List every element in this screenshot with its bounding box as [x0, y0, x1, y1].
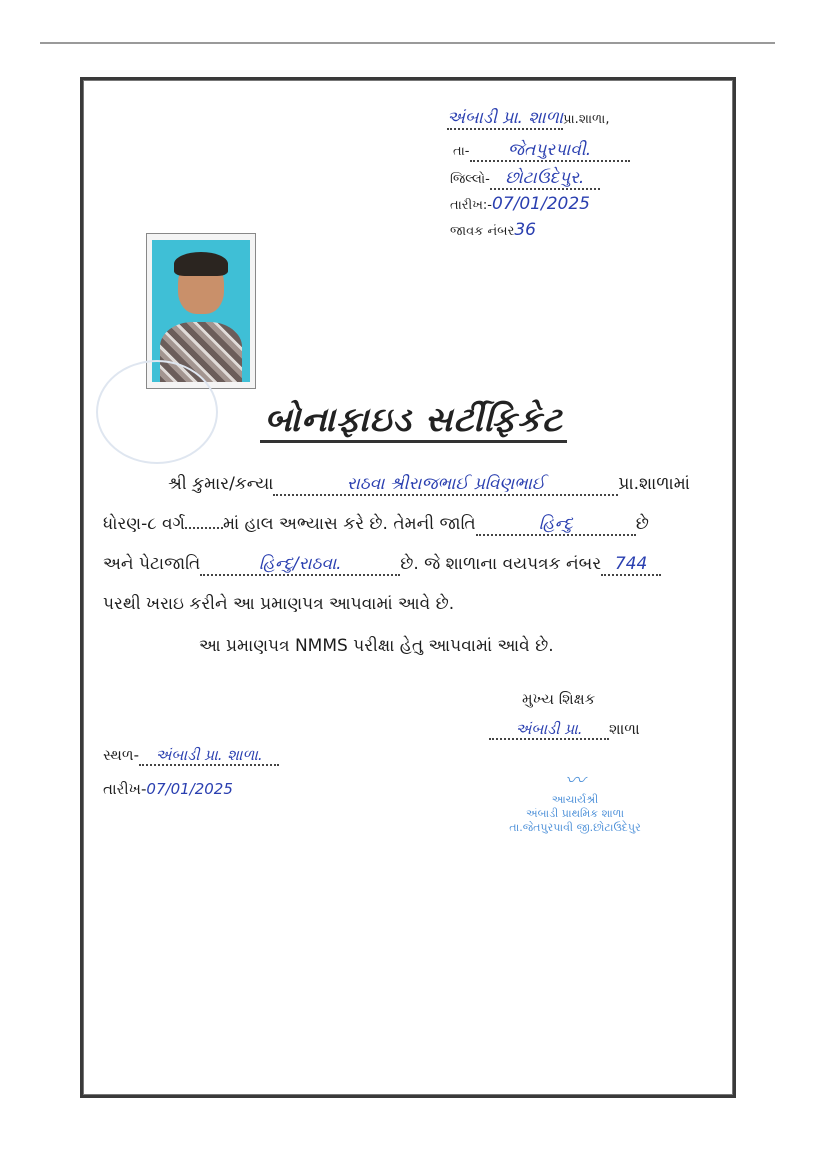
l1-suffix: પ્રા.શાળામાં	[618, 474, 690, 494]
certificate-title: બોનાફાઇડ સર્ટીફિકેટ	[260, 400, 566, 443]
header-taluka-line	[453, 140, 630, 162]
l2-suffix: છે	[635, 514, 649, 534]
header-date-line	[450, 194, 590, 214]
signature-scribble: 〰	[565, 768, 585, 792]
footer-date-line	[103, 780, 233, 798]
caste-value: હિન્દુ	[476, 514, 636, 536]
head-teacher-school: અંબાડી પ્રા.	[489, 720, 609, 740]
class-blank	[185, 527, 223, 529]
header-school-name: અંબાડી પ્રા. શાળા	[447, 108, 564, 128]
register-number: 744	[601, 554, 661, 576]
footer-date-value: 07/01/2025	[146, 780, 233, 798]
certificate-border	[80, 77, 736, 1098]
header-date-label: તારીખ:-	[450, 198, 492, 213]
stamp-line-2: તા.જેતપુરપાવી જી.છોટાઉદેપુર	[509, 821, 641, 834]
l2-prefix: ધોરણ-૮ વર્ગ	[103, 514, 185, 534]
outward-value: 36	[514, 220, 536, 240]
place-value: અંબાડી પ્રા. શાળા.	[139, 746, 279, 766]
header-school-line	[447, 108, 609, 130]
outward-label: જાવક નંબર	[450, 224, 515, 239]
place-line	[103, 746, 279, 766]
district-label: જિલ્લો-	[450, 172, 490, 187]
scan-edge-line	[40, 42, 775, 44]
l2-mid: માં હાલ અભ્યાસ કરે છે. તેમની જાતિ	[222, 514, 476, 534]
head-teacher-label: મુખ્ય શિક્ષક	[522, 690, 596, 708]
stamp-line-1: અંબાડી પ્રાથમિક શાળા	[525, 807, 625, 820]
body-line-1	[168, 474, 690, 496]
footer-date-label: તારીખ-	[103, 780, 147, 798]
taluka-label: તા-	[453, 144, 470, 159]
header-date-value: 07/01/2025	[492, 194, 590, 214]
header-outward-line	[450, 220, 536, 240]
l3-prefix: અને પેટાજાતિ	[103, 554, 201, 574]
head-teacher-school-suffix: શાળા	[609, 720, 640, 738]
stamp-title: આચાર્યશ્રી	[551, 793, 599, 806]
principal-stamp	[490, 764, 660, 854]
header-school-suffix: પ્રા.શાળા,	[563, 112, 610, 127]
subcaste-value: હિન્દુ/રાઠવા.	[200, 554, 400, 576]
body-line-2	[103, 514, 649, 536]
body-line-3	[103, 554, 661, 576]
body-line-5: આ પ્રમાણપત્ર NMMS પરીક્ષા હેતુ આપવામાં આવે છે.	[199, 636, 554, 656]
district-value: છોટાઉદેપુર.	[490, 168, 600, 190]
taluka-value: જેતપુરપાવી.	[470, 140, 630, 162]
l1-prefix: શ્રી કુમાર/કન્યા	[168, 474, 274, 494]
header-district-line	[450, 168, 600, 190]
head-teacher-school-line	[489, 720, 640, 740]
l3-mid: છે. જે શાળાના વયપત્રક નંબર	[400, 554, 602, 574]
student-name: રાઠવા શ્રીરાજભાઈ પ્રવિણભાઈ	[273, 474, 618, 496]
photo-hair	[174, 252, 228, 276]
certificate-title-wrap	[0, 400, 827, 440]
place-label: સ્થળ-	[103, 746, 140, 764]
body-line-4: પરથી ખરાઇ કરીને આ પ્રમાણપત્ર આપવામાં આવે છે.	[103, 594, 455, 614]
